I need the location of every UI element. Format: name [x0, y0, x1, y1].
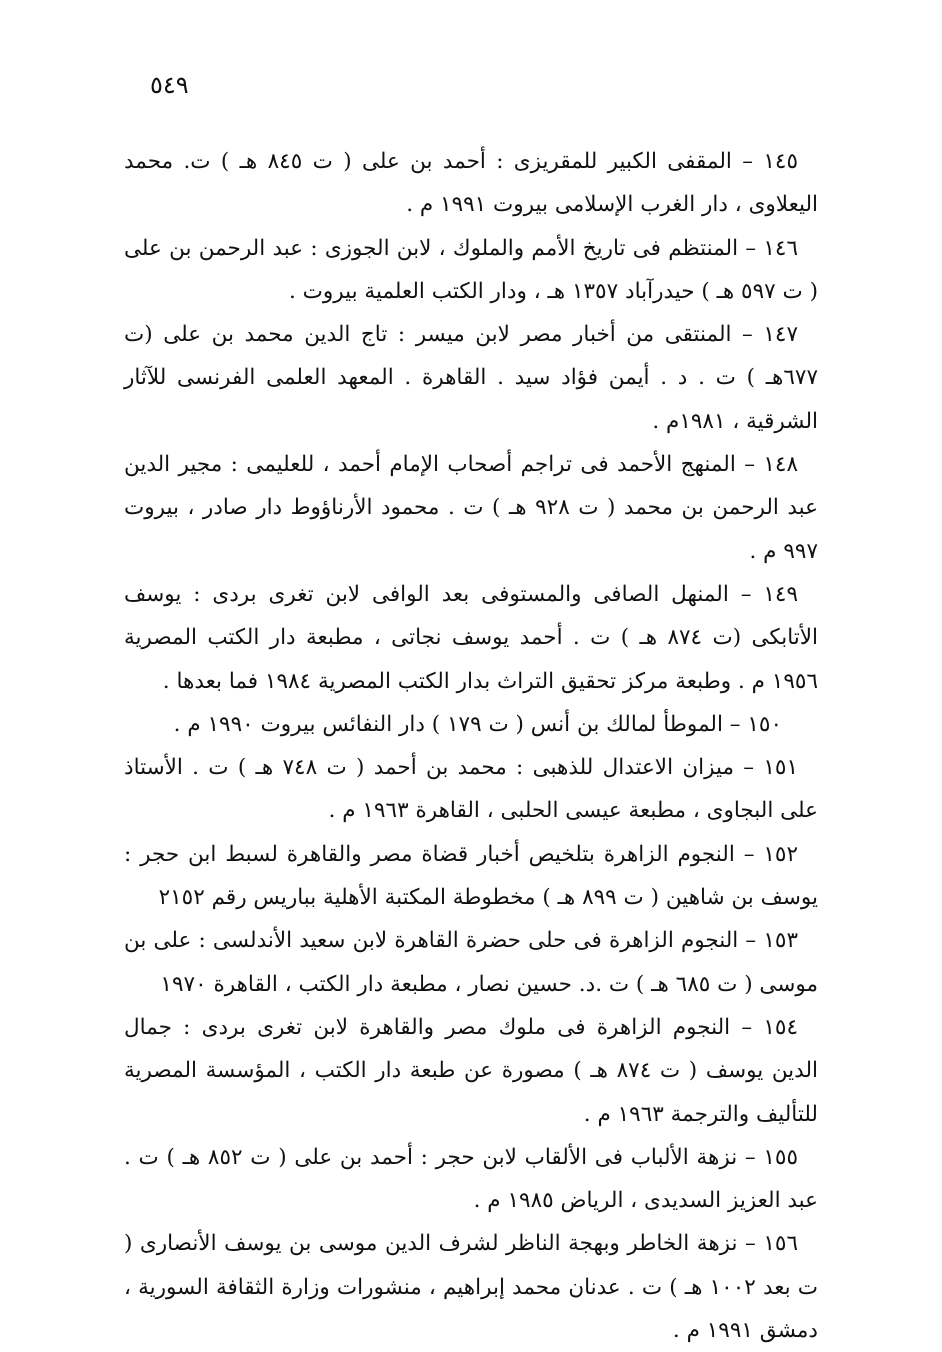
- bibliography-entry-145: ١٤٥ – المقفى الكبير للمقريزى : أحمد بن على ( ت ٨٤٥ هـ ) ت. محمد اليعلاوى ، دار الغرب الإسلامى بيروت ١٩٩١ م .: [124, 149, 818, 218]
- bibliography-entry-153: ١٥٣ – النجوم الزاهرة فى حلى حضرة القاهرة لابن سعيد الأندلسى : على بن موسى ( ت ٦٨٥ هـ ) ت .د. حسين نصار ، مطبعة دار الكتب ، القاهرة ١٩٧٠: [124, 928, 818, 997]
- bibliography-entry-147: ١٤٧ – المنتقى من أخبار مصر لابن ميسر : تاج الدين محمد بن على (ت ٦٧٧هـ ) ت . د . أيمن فؤاد سيد . القاهرة . المعهد العلمى الفرنسى للآثار الشرقية ، ١٩٨١م .: [124, 322, 818, 434]
- bibliography-list: [124, 140, 818, 1352]
- bibliography-entry-151: ١٥١ – ميزان الاعتدال للذهبى : محمد بن أحمد ( ت ٧٤٨ هـ ) ت . الأستاذ على البجاوى ، مطبعة عيسى الحلبى ، القاهرة ١٩٦٣ م .: [124, 755, 818, 824]
- bibliography-entry-156: ١٥٦ – نزهة الخاطر وبهجة الناظر لشرف الدين موسى بن يوسف الأنصارى ( ت بعد ١٠٠٢ هـ ) ت . عدنان محمد إبراهيم ، منشورات وزارة الثقافة السورية ، دمشق ١٩٩١ م .: [124, 1231, 818, 1344]
- bibliography-entry-155: ١٥٥ – نزهة الألباب فى الألقاب لابن حجر : أحمد بن على ( ت ٨٥٢ هـ ) ت . عبد العزيز السديدى ، الرياض ١٩٨٥ م .: [124, 1144, 818, 1214]
- bibliography-entry-152: ١٥٢ – النجوم الزاهرة بتلخيص أخبار قضاة مصر والقاهرة لسبط ابن حجر : يوسف بن شاهين ( ت ٨٩٩ هـ ) مخطوطة المكتبة الأهلية بباريس رقم ٢١٥٢: [124, 841, 818, 911]
- bibliography-entry-146: ١٤٦ – المنتظم فى تاريخ الأمم والملوك ، لابن الجوزى : عبد الرحمن بن على ( ت ٥٩٧ هـ ) حيدرآباد ١٣٥٧ هـ ، ودار الكتب العلمية بيروت .: [124, 235, 818, 304]
- page-number: ٥٤٩: [150, 71, 189, 99]
- bibliography-entry-150: ١٥٠ – الموطأ لمالك بن أنس ( ت ١٧٩ ) دار النفائس بيروت ١٩٩٠ م .: [173, 711, 782, 737]
- bibliography-entry-149: ١٤٩ – المنهل الصافى والمستوفى بعد الوافى لابن تغرى بردى : يوسف الأتابكى (ت ٨٧٤ هـ ) ت . أحمد يوسف نجاتى ، مطبعة دار الكتب المصرية ١٩٥٦ م . وطبعة مركز تحقيق التراث بدار الكتب المصرية ١٩٨٤ فما بعدها .: [124, 581, 819, 694]
- bibliography-entry-154: ١٥٤ – النجوم الزاهرة فى ملوك مصر والقاهرة لابن تغرى بردى : جمال الدين يوسف ( ت ٨٧٤ هـ ) مصورة عن طبعة دار الكتب ، المؤسسة المصرية للتأليف والترجمة ١٩٦٣ م .: [124, 1014, 818, 1127]
- bibliography-entry-148: ١٤٨ – المنهج الأحمد فى تراجم أصحاب الإمام أحمد ، للعليمى : مجير الدين عبد الرحمن بن محمد ( ت ٩٢٨ هـ ) ت . محمود الأرناؤوط دار صادر ، بيروت ٩٩٧ م .: [124, 452, 818, 564]
